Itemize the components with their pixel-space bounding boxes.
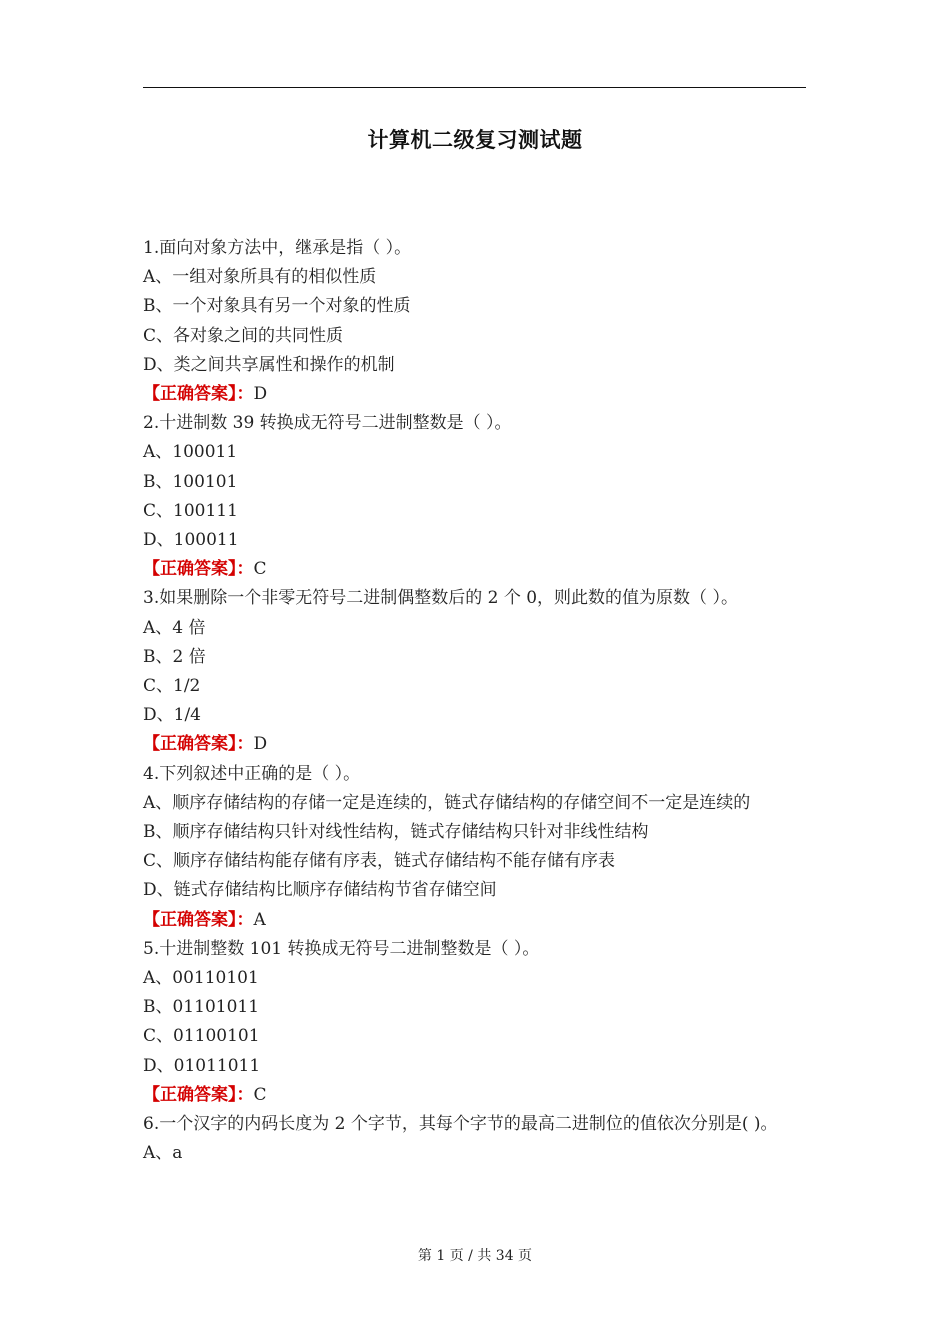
question-stem: 5.十进制整数 101 转换成无符号二进制整数是（ ）。 xyxy=(143,938,540,959)
answer-value: D xyxy=(253,384,268,405)
option-a: A、4 倍 xyxy=(143,617,206,638)
answer-colon: ： xyxy=(236,734,254,755)
option-d: D、01011011 xyxy=(143,1055,261,1076)
answer-label: 【正确答案】 xyxy=(143,734,237,755)
option-c: C、顺序存储结构能存储有序表，链式存储结构不能存储有序表 xyxy=(143,851,616,872)
answer-label: 【正确答案】 xyxy=(143,1084,237,1105)
question-stem: 2.十进制数 39 转换成无符号二进制整数是（ ）。 xyxy=(143,413,512,434)
question-stem: 3.如果删除一个非零无符号二进制偶整数后的 2 个 0，则此数的值为原数（ ）。 xyxy=(143,588,738,609)
answer-value: C xyxy=(253,559,267,580)
option-b: B、01101011 xyxy=(143,997,260,1018)
page-title: 计算机二级复习测试题 xyxy=(367,127,583,152)
answer-line xyxy=(143,906,808,935)
answer-value: D xyxy=(253,734,268,755)
answer-colon: ： xyxy=(236,384,254,405)
answer-value: A xyxy=(253,909,266,930)
header-rule xyxy=(143,87,806,88)
question-stem: 6.一个汉字的内码长度为 2 个字节，其每个字节的最高二进制位的值依次分别是( )。 xyxy=(143,1114,778,1135)
option-d: D、类之间共享属性和操作的机制 xyxy=(143,354,395,375)
option-b: B、100101 xyxy=(143,471,238,492)
option-d: D、链式存储结构比顺序存储结构节省存储空间 xyxy=(143,880,497,901)
answer-colon: ： xyxy=(236,559,254,580)
option-a: A、a xyxy=(143,1143,183,1164)
answer-value: C xyxy=(253,1084,267,1105)
option-b: B、2 倍 xyxy=(143,646,206,667)
option-c: C、各对象之间的共同性质 xyxy=(143,325,344,346)
question-stem: 1.面向对象方法中，继承是指（ ）。 xyxy=(143,238,412,258)
option-c: C、01100101 xyxy=(143,1026,260,1047)
question-list xyxy=(143,234,808,1169)
answer-line xyxy=(143,380,808,409)
answer-line xyxy=(143,730,808,759)
option-b: B、一个对象具有另一个对象的性质 xyxy=(143,296,411,317)
answer-colon: ： xyxy=(236,1084,254,1105)
option-a: A、00110101 xyxy=(143,968,259,989)
answer-line xyxy=(143,555,808,584)
option-a: A、顺序存储结构的存储一定是连续的，链式存储结构的存储空间不一定是连续的 xyxy=(143,792,751,813)
option-c: C、1/2 xyxy=(143,676,201,697)
answer-colon: ： xyxy=(236,909,254,930)
option-a: A、一组对象所具有的相似性质 xyxy=(143,267,377,288)
option-a: A、100011 xyxy=(143,442,238,463)
answer-label: 【正确答案】 xyxy=(143,559,237,580)
option-d: D、1/4 xyxy=(143,705,201,726)
question-stem: 4.下列叙述中正确的是（ ）。 xyxy=(143,763,361,784)
answer-label: 【正确答案】 xyxy=(143,909,237,930)
answer-label: 【正确答案】 xyxy=(143,384,237,405)
answer-line xyxy=(143,1081,808,1110)
option-c: C、100111 xyxy=(143,500,238,521)
page-footer: 第 1 页 / 共 34 页 xyxy=(417,1248,533,1264)
option-b: B、顺序存储结构只针对线性结构，链式存储结构只针对非线性结构 xyxy=(143,822,649,843)
option-d: D、100011 xyxy=(143,530,239,551)
